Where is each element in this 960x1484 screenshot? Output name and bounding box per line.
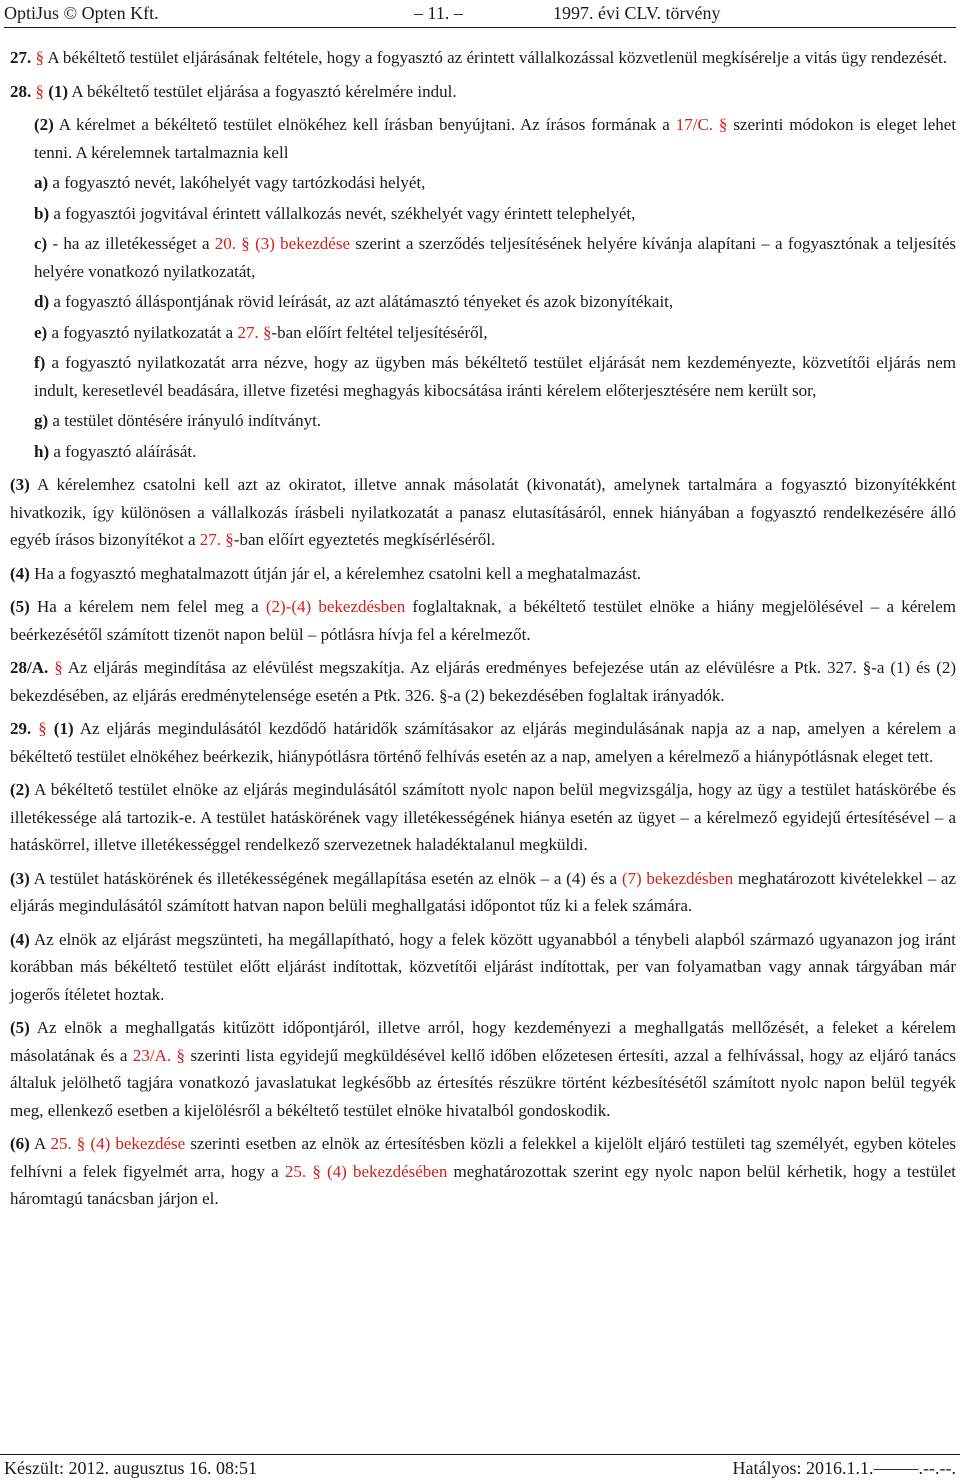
paragraph-number: (2) (10, 780, 30, 799)
list-item-g (10, 407, 956, 435)
paragraph-text: A (34, 1134, 46, 1153)
cross-reference-link[interactable]: 23/A. § (132, 1045, 186, 1065)
paragraph-text: meghatározott kivételekkel – az eljárás megindulásától számított hatvan napon belüli meghallgatási időpontot tűz ki a felek számára. (10, 868, 957, 915)
paragraph-text: A békéltető testület eljárása a fogyasztó kérelmére indul. (71, 81, 457, 101)
list-label: h) (34, 441, 50, 461)
section-text: A békéltető testület eljárásának feltétele, hogy a fogyasztó az érintett vállalkozással közvetlenül megkísérelje a vitás ügy rendezését. (47, 48, 948, 67)
paragraph-text: Ha a kérelem nem felel meg a (37, 597, 259, 616)
paragraph-text: A kérelmet a békéltető testület elnökéhez kell írásban benyújtani. Az írásos formának a (58, 115, 670, 134)
page-header (4, 0, 956, 28)
section-29-p1 (10, 715, 956, 770)
section-sign[interactable]: § (54, 658, 63, 677)
paragraph-text: foglaltaknak, a békéltető testület elnöke a hiány megjelölésével – a kérelem beérkezésétől számított tizenöt napon belül – pótlásra hívja fel a kérelmezőt. (10, 597, 956, 644)
section-number: 29. (10, 719, 32, 738)
list-label: e) (34, 322, 48, 342)
section-28-p1 (10, 78, 956, 106)
cross-reference-link[interactable]: (7) bekezdésben (621, 868, 734, 888)
list-text: a fogyasztói jogvitával érintett vállalkozás nevét, székhelyét vagy érintett telephelyét, (53, 203, 636, 223)
section-sign[interactable]: § (38, 719, 47, 738)
section-28-p2 (10, 111, 956, 166)
list-text: a fogyasztó nyilatkozatát arra nézve, hogy az ügyben más békéltető testület eljárását nem kezdeményezte, közvetítői eljárás nem indult, keresetlevél beadására, illetve fizetési meghagyás kibocsátása iránti kérelem előterjesztésére nem került sor, (34, 353, 957, 400)
section-text: Az eljárás megindítása az elévülést megszakítja. Az eljárás eredményes befejezése után az elévülésre a Ptk. 327. §-a (1) és (2) bekezdésében, az eljárás eredménytelensége esetén a Ptk. 326. §-a (2) bekezdésében foglaltak irányadók. (10, 658, 957, 705)
section-sign[interactable]: § (35, 48, 44, 67)
section-29-p5 (10, 1014, 956, 1124)
list-label: d) (34, 292, 50, 311)
cross-reference-link[interactable]: 17/C. § (675, 115, 728, 134)
paragraph-number: (2) (34, 115, 54, 134)
section-29-p2 (10, 776, 956, 859)
cross-reference-link[interactable]: 27. § (237, 322, 272, 342)
list-text: a fogyasztó aláírását. (53, 441, 197, 461)
paragraph-number: (5) (10, 597, 30, 616)
list-text: -ban előírt feltétel teljesítéséről, (271, 322, 488, 342)
cross-reference-link[interactable]: 20. § (3) bekezdése (214, 234, 350, 253)
paragraph-text: szerinti esetben az elnök az értesítésben közli a felekkel a kijelölt eljáró testületi tag személyét, egyben köteles felhívni a felek figyelmét arra, hogy a (10, 1134, 956, 1181)
paragraph-number: (4) (10, 929, 30, 949)
footer-divider (0, 1454, 960, 1455)
section-27 (10, 44, 956, 72)
list-item-c (10, 230, 956, 285)
list-item-a (10, 169, 956, 197)
cross-reference-link[interactable]: 27. § (199, 530, 234, 549)
law-title: 1997. évi CLV. törvény (553, 3, 721, 23)
paragraph-text: szerinti módokon is eleget lehet tenni. A kérelemnek tartalmaznia kell (34, 115, 957, 162)
paragraph-number: (5) (10, 1018, 30, 1037)
section-29-p6 (10, 1130, 956, 1213)
paragraph-number: (6) (10, 1134, 30, 1153)
page-number: – 11. – (414, 3, 463, 23)
paragraph-text: Az elnök az eljárást megszünteti, ha megállapítható, hogy a felek között ugyanabból a ténybeli alapból származó ugyanazon jog iránt korábban más békéltető testület előtt eljárást indítottak, közvetítői eljárást indítottak, per van folyamatban vagy annak tárgyában már jogerős ítéletet hoztak. (10, 929, 956, 1004)
list-label: g) (34, 411, 49, 430)
section-29-p4 (10, 926, 956, 1009)
cross-reference-link[interactable]: 25. § (4) bekezdésében (284, 1161, 448, 1181)
section-number: 28. (10, 81, 32, 101)
page-footer (0, 1444, 960, 1484)
list-text: a fogyasztó nyilatkozatát a (51, 322, 234, 342)
list-label: f) (34, 353, 46, 372)
header-divider (4, 27, 956, 28)
section-number: 28/A. (10, 658, 49, 677)
list-text: a fogyasztó nevét, lakóhelyét vagy tartózkodási helyét, (52, 173, 426, 192)
section-29-p3 (10, 865, 956, 920)
list-item-d (10, 288, 956, 316)
section-number: 27. (10, 48, 32, 67)
paragraph-text: Az eljárás megindulásától kezdődő határidők számításakor az eljárás megindulásának napja az a nap, amelyen a kérelem a békéltető testület elnökéhez beérkezik, hiánypótlásra történő felhívás esetén az a nap, amelyen a kérelmező a hiánypótlásnak eleget tett. (10, 719, 957, 766)
paragraph-text: -ban előírt egyeztetés megkísérléséről. (233, 530, 496, 549)
list-item-h (10, 438, 956, 466)
list-item-b (10, 200, 956, 228)
paragraph-number: (3) (10, 475, 30, 494)
paragraph-number: (3) (10, 868, 30, 888)
paragraph-number: (1) (53, 719, 74, 738)
list-label: a) (34, 173, 49, 192)
cross-reference-link[interactable]: (2)-(4) bekezdésben (265, 597, 406, 616)
created-timestamp: Készült: 2012. augusztus 16. 08:51 (4, 1458, 257, 1478)
list-label: b) (34, 203, 50, 223)
section-sign[interactable]: § (35, 81, 44, 101)
paragraph-text: Az elnök a meghallgatás kitűzött időpontjáról, illetve arról, hogy kezdeményezi a meghallgatás mellőzését, a feleket a kérelem másolatának és a (10, 1018, 956, 1065)
section-28-p3 (10, 471, 956, 554)
paragraph-number: (1) (48, 81, 69, 101)
paragraph-text: A kérelemhez csatolni kell azt az okiratot, illetve annak másolatát (kivonatát), amelynek tartalmára a fogyasztó bizonyítékként hivatkozik, így különösen a vállalkozás írásbeli nyilatkozatát a panasz elutasításáról, ennek hiányában a fogyasztó rendelkezésére álló egyéb írásos bizonyítékot a (10, 475, 956, 549)
section-28a (10, 654, 956, 709)
list-item-e (10, 319, 956, 347)
paragraph-text: szerinti lista egyidejű megküldésével kellő időben előzetesen értesíti, azzal a felhívással, hogy az eljáró tanács általuk jelölhető tagjára vonatkozó javaslatukat legkésőbb az értesítés részükre történt kézbesítésétől számított nyolc napon belül tegyék meg, ellenkező esetben a kijelölésről a békéltető testület elnöke hivatalból gondoskodik. (10, 1045, 957, 1120)
paragraph-text: A testület hatáskörének és illetékességének megállapítása esetén az elnök – a (4) és a (33, 868, 618, 888)
list-text: a testület döntésére irányuló indítványt. (52, 411, 322, 430)
paragraph-number: (4) (10, 563, 30, 583)
cross-reference-link[interactable]: 25. § (4) bekezdése (50, 1134, 186, 1153)
list-text: a fogyasztó álláspontjának rövid leírását, az azt alátámasztó tényeket és azok bizonyítékait, (53, 292, 674, 311)
section-28-p4 (10, 560, 956, 588)
publisher-label: OptiJus © Opten Kft. (4, 3, 159, 23)
section-28-p5 (10, 593, 956, 648)
paragraph-text: meghatározottak szerint egy nyolc napon belül kérhetik, hogy a testület háromtagú tanácsban járjon el. (10, 1161, 957, 1208)
list-item-f (10, 349, 956, 404)
paragraph-text: Ha a fogyasztó meghatalmazott útján jár el, a kérelemhez csatolni kell a meghatalmazást. (34, 563, 642, 583)
document-body (10, 44, 956, 1213)
list-text: szerint a szerződés teljesítésének helyére kívánja alapítani – a fogyasztónak a teljesítés helyére vonatkozó nyilatkozatát, (34, 234, 957, 281)
list-text: - ha az illetékességet a (52, 234, 210, 253)
effective-date: Hatályos: 2016.1.1.–––––.--.--. (732, 1458, 956, 1478)
paragraph-text: A békéltető testület elnöke az eljárás megindulásától számított nyolc napon belül megvizsgálja, hogy az ügy a testület hatáskörébe és illetékessége alá tartozik-e. A testület hatáskörének vagy illetékességének hiánya esetén az ügyet – a kérelmező egyidejű értesítésével – a hatáskörrel, illetve illetékességgel rendelkező szervezetnek haladéktalanul megküldi. (10, 780, 956, 854)
list-label: c) (34, 234, 48, 253)
